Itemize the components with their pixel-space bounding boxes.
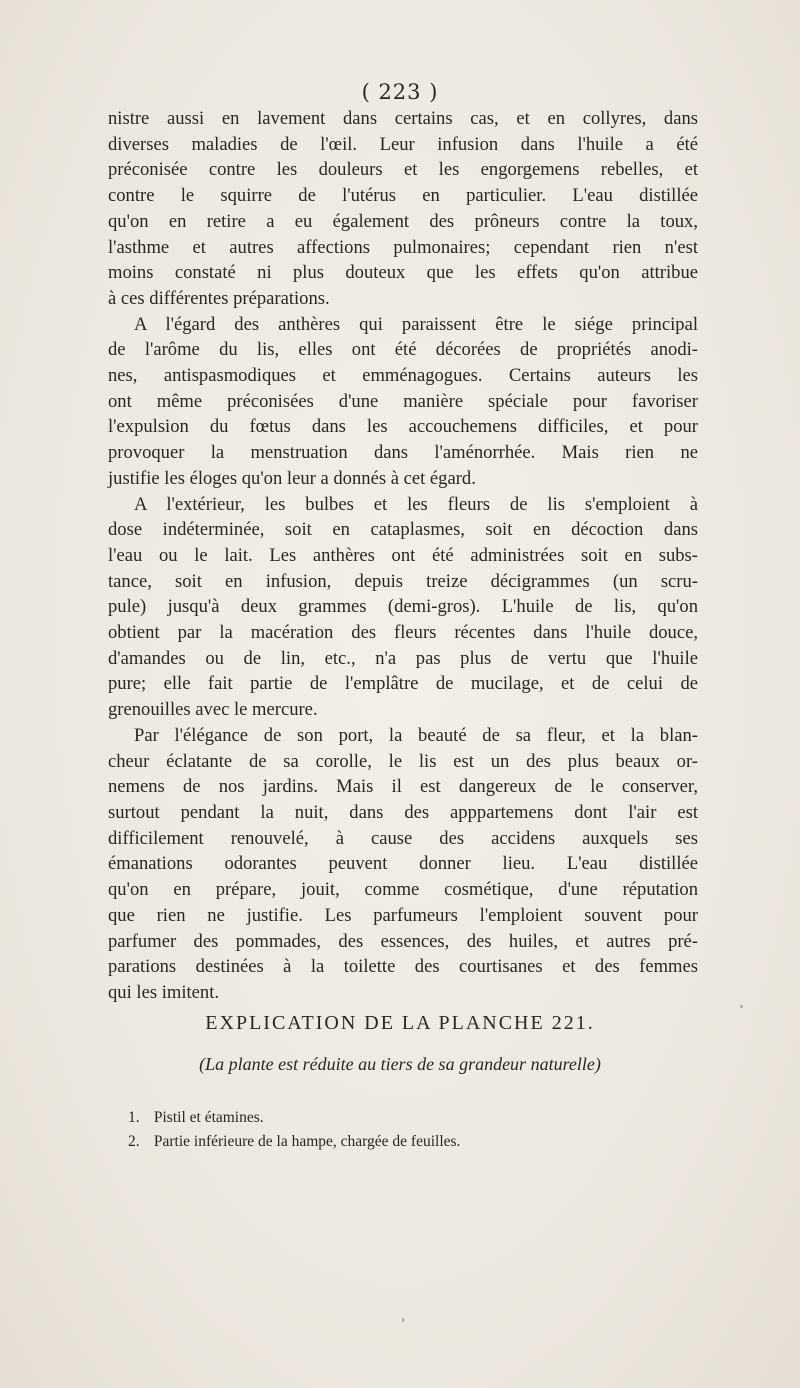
legend-text: Partie inférieure de la hampe, chargée de feuilles. [153,1133,461,1150]
text-line: pule) jusqu'à deux grammes (demi-gros). L'huile de lis, qu'on [108,596,698,618]
text-line: que rien ne justifie. Les parfumeurs l'emploient souvent pour [108,904,698,926]
text-line: préconisée contre les douleurs et les engorgemens rebelles, et [108,159,698,181]
page-number: ( 223 ) [361,80,439,104]
text-line: à ces différentes préparations. [108,287,330,309]
text-line: provoquer la menstruation dans l'aménorrhée. Mais rien ne [108,442,698,464]
text-line: l'asthme et autres affections pulmonaires; cependant rien n'est [108,236,698,258]
text-line: justifie les éloges qu'on leur a donnés à cet égard. [108,467,476,489]
legend-item [128,1130,688,1154]
paper-speck [740,1005,743,1008]
text-line: qui les imitent. [108,981,220,1003]
section-title: EXPLICATION DE LA PLANCHE 221. [205,1012,595,1034]
text-line: contre le squirre de l'utérus en particulier. L'eau distillée [108,185,698,207]
text-line: diverses maladies de l'œil. Leur infusion dans l'huile a été [108,133,698,155]
text-line: dose indéterminée, soit en cataplasmes, soit en décoction dans [108,519,698,541]
text-line: parations destinées à la toilette des courtisanes et des femmes [108,956,698,978]
legend-number: 1. [128,1109,140,1126]
text-line: cheur éclatante de sa corolle, le lis est un des plus beaux or- [108,750,698,772]
text-line: l'eau ou le lait. Les anthères ont été administrées soit en subs- [108,544,698,566]
legend-number: 2. [128,1133,140,1150]
text-line: A l'extérieur, les bulbes et les fleurs de lis s'emploient à [134,493,698,515]
text-line: qu'on en retire a eu également des prôneurs contre la toux, [108,210,698,232]
plate-caption: (La plante est réduite au tiers de sa grandeur naturelle) [199,1054,601,1074]
paper-speck [402,1318,404,1322]
text-line: surtout pendant la nuit, dans des apppartemens dont l'air est [108,801,698,823]
text-line: obtient par la macération des fleurs récentes dans l'huile douce, [108,622,698,644]
text-line: de l'arôme du lis, elles ont été décorées de propriétés anodi- [108,339,698,361]
text-line: Par l'élégance de son port, la beauté de sa fleur, et la blan- [134,724,698,746]
text-line: pure; elle fait partie de l'emplâtre de mucilage, et de celui de [108,673,698,695]
legend-item [128,1106,688,1130]
text-line: nemens de nos jardins. Mais il est dangereux de le conserver, [108,776,698,798]
text-line: parfumer des pommades, des essences, des huiles, et autres pré- [108,930,698,952]
text-line: nes, antispasmodiques et emménagogues. Certains auteurs les [108,365,698,387]
text-line: émanations odorantes peuvent donner lieu. L'eau distillée [108,853,698,875]
text-line: l'expulsion du fœtus dans les accouchemens difficiles, et pour [108,416,698,438]
text-line: ont même préconisées d'une manière spéciale pour favoriser [108,390,698,412]
legend-text: Pistil et étamines. [153,1109,264,1126]
text-line: difficilement renouvelé, à cause des accidens auxquels ses [108,827,698,849]
text-line: tance, soit en infusion, depuis treize décigrammes (un scru- [108,570,698,592]
plate-legend [128,1106,688,1154]
text-line: moins constaté ni plus douteux que les effets qu'on attribue [108,262,698,284]
text-line: d'amandes ou de lin, etc., n'a pas plus de vertu que l'huile [108,647,698,669]
text-line: A l'égard des anthères qui paraissent être le siége principal [134,313,698,335]
text-line: qu'on en prépare, jouit, comme cosmétique, d'une réputation [108,879,698,901]
body-text [108,106,698,1006]
text-line: grenouilles avec le mercure. [108,699,318,721]
text-line: nistre aussi en lavement dans certains cas, et en collyres, dans [108,108,698,129]
